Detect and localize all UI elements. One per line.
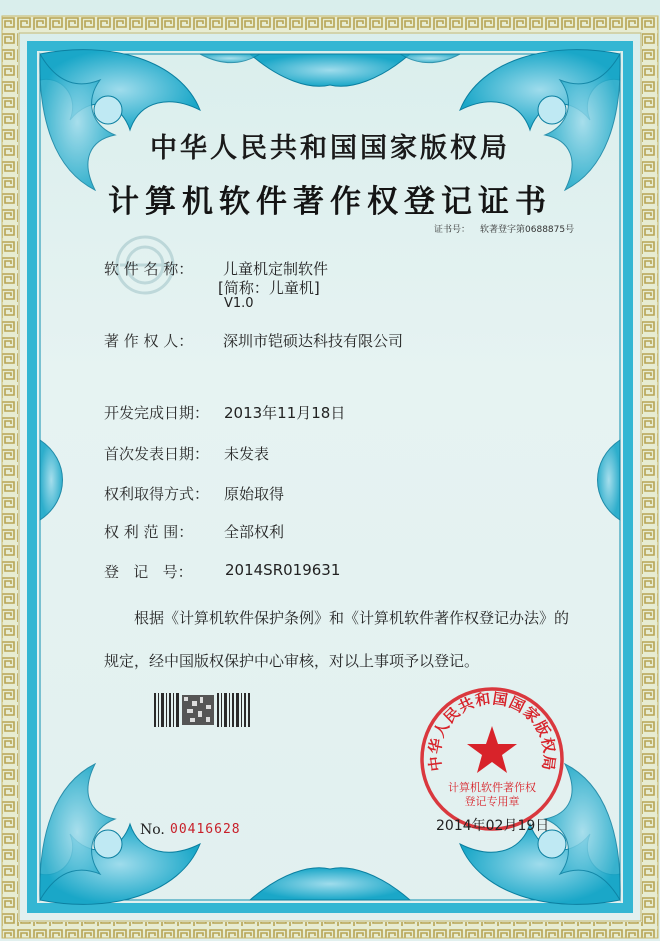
software-version: V1.0 [224,296,254,311]
corner-ornament-top-left [40,50,200,190]
issue-date: 2014年02月19日 [436,818,550,834]
completion-date-label: 开发完成日期： [104,404,210,422]
publish-date-value: 未发表 [224,445,270,463]
serial-number-label: No. [140,822,165,838]
publish-date-label: 首次发表日期： [104,445,210,463]
serial-number-value: 00416628 [170,822,241,837]
certificate-number-value: 软著登字第0688875号 [480,225,575,235]
certificate-number-label: 证书号： [434,225,471,235]
official-seal [417,684,567,834]
seal-inner-line-1: 计算机软件著作权 [448,781,536,794]
rights-scope-value: 全部权利 [224,523,285,541]
registration-number-value: 2014SR019631 [225,561,341,579]
registration-number-label: 登 记 号： [104,563,193,581]
statement-line-1: 根据《计算机软件保护条例》和《计算机软件著作权登记办法》的 [134,609,570,627]
rights-method-label: 权利取得方式： [104,485,210,503]
software-short-name: [简称：儿童机] [218,279,320,297]
top-center-ornament [200,54,460,86]
corner-ornament-top-right [460,50,620,190]
certificate-title: 计算机软件著作权登记证书 [108,184,552,220]
owner-value: 深圳市铠硕达科技有限公司 [223,332,404,350]
certificate-number [434,222,584,235]
issuing-authority: 中华人民共和国国家版权局 [150,133,510,164]
software-name-label: 软 件 名 称： [104,260,194,278]
seal-inner-line-2: 登记专用章 [464,795,520,808]
star-icon [467,726,517,773]
rights-scope-label: 权 利 范 围： [104,523,194,541]
barcode [154,693,250,727]
rights-method-value: 原始取得 [224,485,285,503]
statement-line-2: 规定，经中国版权保护中心审核，对以上事项予以登记。 [104,652,480,670]
completion-date-value: 2013年11月18日 [224,404,346,422]
seal-ring-text: 中华人民共和国国家版权局 [425,689,559,773]
bottom-center-ornament [250,868,410,900]
software-name-value: 儿童机定制软件 [223,260,329,278]
owner-label: 著 作 权 人： [104,332,194,350]
